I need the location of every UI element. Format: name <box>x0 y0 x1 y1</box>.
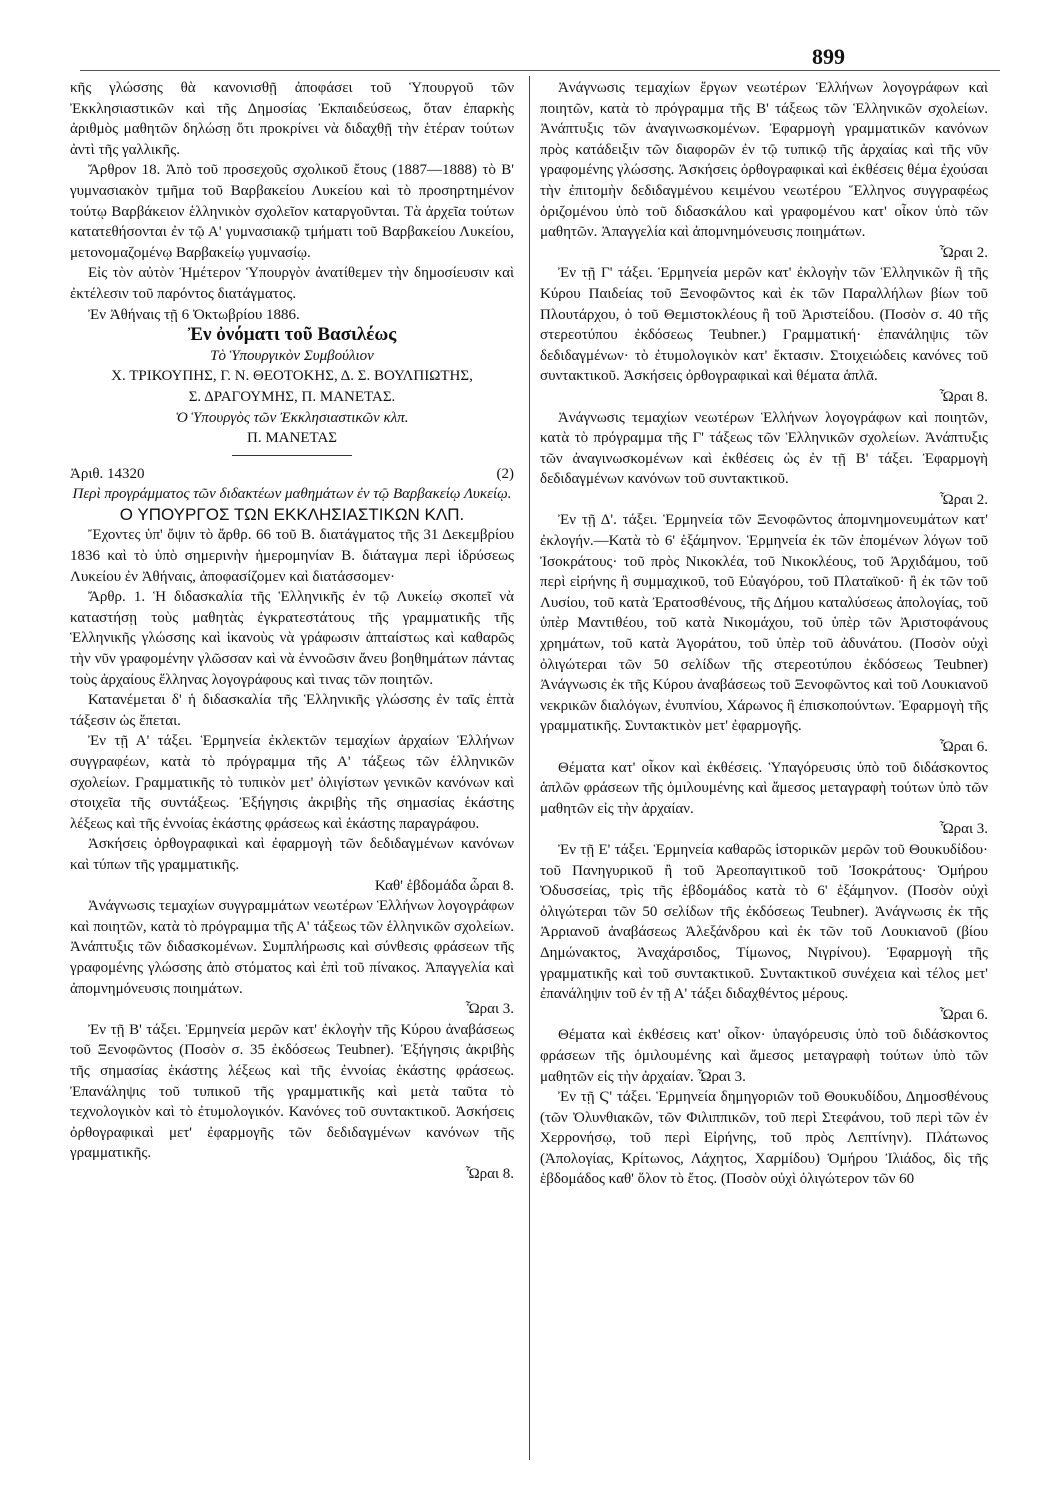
paragraph: Ἔχοντες ὑπ' ὄψιν τὸ ἄρθρ. 66 τοῦ Β. διατάγματος τῆς 31 Δεκεμβρίου 1836 καὶ τὸ ὑπὸ σημερινὴν ἡμερομηνίαν Β. διάταγμα περὶ ἱδρύσεως Λυκείου ἐν Ἀθήναις, ἀποφασίζομεν καὶ διατάσσομεν· <box>70 527 514 585</box>
date-line: Ἐν Ἀθήναις τῇ 6 Ὀκτωβρίου 1886. <box>88 306 300 323</box>
paragraph: κῆς γλώσσης θὰ κανονισθῇ ἀποφάσει τοῦ Ὑπουργοῦ τῶν Ἐκκλησιαστικῶν καὶ τῆς Δημοσίας Ἐκπαιδεύσεως, ὅταν ἐπαρκὴς ἀριθμὸς μαθητῶν δηλώσῃ ὅτι προκρίνει νὰ διδαχθῇ τὴν ἑτέραν τούτων ἀντὶ τῆς γαλλικῆς. <box>70 80 514 158</box>
article-1: Ἄρθρ. 1. Ἡ διδασκαλία τῆς Ἑλληνικῆς ἐν τῷ Λυκείῳ σκοπεῖ νὰ καταστήσῃ τοὺς μαθητὰς ἐγκρατεστάτους τῆς γραμματικῆς τῆς Ἑλληνικῆς γλώσσης καὶ ἱκανοὺς νὰ γράφωσιν ἀπταίστως καὶ καθαρῶς τὴν νῦν γραφομένην γλῶσσαν καὶ νὰ ἐννοῶσιν ἄνευ βοηθημάτων πάντας τοὺς ἀρχαίους ἕλληνας λογογράφους καὶ τινας τῶν ποιητῶν. <box>70 589 514 688</box>
reference-row <box>70 464 514 485</box>
separator-rule <box>232 455 352 456</box>
paragraph: Ἀνάγνωσις τεμαχίων νεωτέρων Ἑλλήνων λογογράφων καὶ ποιητῶν, κατὰ τὸ πρόγραμμα τῆς Γ' τάξεως τῶν Ἑλληνικῶν σχολείων. Ἀνάπτυξις τῶν ἀναγινωσκομένων καὶ ἐκθέσεις ὡς ἐν τῇ Β' τάξει. Ἐφαρμογὴ δεδιδαγμένων κανόνων τοῦ συντακτικοῦ. <box>540 409 988 488</box>
signers-line: Σ. ΔΡΑΓΟΥΜΗΣ, Π. ΜΑΝΕΤΑΣ. <box>188 388 396 405</box>
left-column <box>70 78 514 1184</box>
hours-label: Ὧραι 2. <box>939 491 988 508</box>
page-number: 899 <box>812 44 845 69</box>
hours-label: Ὧραι 2. <box>939 244 988 261</box>
decree-title: Ἐν ὀνόματι τοῦ Βασιλέως <box>187 324 397 346</box>
right-column <box>540 78 988 1190</box>
article-18: Ἄρθρον 18. Ἀπὸ τοῦ προσεχοῦς σχολικοῦ ἔτους (1887—1888) τὸ Β' γυμνασιακὸν τμῆμα τοῦ Βαρβακείου Λυκείου καὶ τὸ προσηρτημένον τούτῳ Βαρβάκειον ἑλληνικὸν σχολεῖον καταργοῦνται. Τὰ ἀρχεῖα τούτων κατατεθήσονται ἐν τῷ Α' γυμνασιακῷ τμήματι τοῦ Βαρβακείου Λυκείου, μετονομαζομένῳ Βαρβακείῳ γυμνασίῳ. <box>70 162 514 261</box>
hours-label: Ὧραι 3. <box>939 821 988 838</box>
hours-label: Ὧραι 3. <box>465 1001 514 1018</box>
paragraph: Ἀνάγνωσις τεμαχίων ἔργων νεωτέρων Ἑλλήνων λογογράφων καὶ ποιητῶν, κατὰ τὸ πρόγραμμα τῆς Β' τάξεως τῶν Ἑλληνικῶν σχολείων. Ἀνάπτυξις τῶν ἀναγινωσκομένων. Ἐφαρμογὴ γραμματικῶν κανόνων πρὸς κατάδειξιν τῶν διαφορῶν ἐν τῷ τυπικῷ τῆς ἀρχαίας καὶ τῆς νῦν γραφομένης γλώσσης. Ἀσκήσεις ὀρθογραφικαὶ καὶ ἐκθέσεις θέμα ἐχούσαι τὴν ἐπιτομὴν δεδιδαγμένου κειμένου νεωτέρου Ἕλληνος συγγραφέως ὁριζομένου ὑπὸ τοῦ διδασκάλου καὶ γραφομένου κατ' οἶκον ὑπὸ τῶν μαθητῶν. Ἀπαγγελία καὶ ἀπομνημόνευσις ποιημάτων. <box>540 80 988 241</box>
hours-label: Καθ' ἑβδομάδα ὧραι 8. <box>374 877 514 894</box>
reference-number: Ἀριθ. 14320 <box>70 465 145 482</box>
hours-label: Ὧραι 8. <box>465 1165 514 1182</box>
hours-label: Ὧραι 6. <box>939 739 988 755</box>
decree-subject: Περὶ προγράμματος τῶν διδακτέων μαθημάτων ἐν τῷ Βαρβακείῳ Λυκείῳ. <box>72 486 512 503</box>
reference-index: (2) <box>496 465 514 482</box>
class-f-section: Ἐν τῇ Ϛ' τάξει. Ἑρμηνεία δημηγοριῶν τοῦ Θουκυδίδου, Δημοσθένους (τῶν Ὀλυνθιακῶν, τῶν Φιλιππικῶν, τοῦ περὶ Στεφάνου, τοῦ περὶ τῶν ἐν Χερρονήσῳ, τοῦ περὶ Εἰρήνης, τοῦ πρὸς Λεπτίνην). Πλάτωνος (Ἀπολογίας, Κρίτωνος, Λάχητος, Χαρμίδου) Ὁμήρου Ἰλιάδος, δὶς τῆς ἑβδομάδος καθ' ὅλον τὸ ἔτος. (Ποσὸν οὐχὶ ὀλιγώτερον τῶν 60 <box>540 1089 988 1188</box>
hours-label: Ὧραι 6. <box>939 1006 988 1023</box>
hours-label: Ὧραι 8. <box>939 388 988 405</box>
paragraph: Ἀνάγνωσις τεμαχίων συγγραμμάτων νεωτέρων Ἑλλήνων λογογράφων καὶ ποιητῶν, κατὰ τὸ πρόγραμμα τῆς Α' τάξεως τῶν ἑλληνικῶν σχολείων. Ἀνάπτυξις τῶν διδασκομένων. Συμπλήρωσις καὶ σύνθεσις φράσεων τῆς γραφομένης γλώσσης ἀπὸ στόματος καὶ ἐπὶ τοῦ πίνακος. Ἀπαγγελία καὶ ἀπομνημόνευσις ποιημάτων. <box>70 898 514 997</box>
header-rule <box>80 70 1000 71</box>
class-c-section: Ἐν τῇ Γ' τάξει. Ἑρμηνεία μερῶν κατ' ἐκλογὴν τῶν Ἑλληνικῶν ἢ τῆς Κύρου Παιδείας τοῦ Ξενοφῶντος καὶ ἐκ τῶν Παραλλήλων βίων τοῦ Πλουτάρχου, ὁ τοῦ Θεμιστοκλέους ἢ τοῦ Ἀριστείδου. (Ποσὸν σ. 40 τῆς στερεοτύπου ἐκδόσεως Teubner.) Γραμματική· ἐπανάληψις τῶν δεδιδαγμένων· τὸ ἐτυμολογικὸν κατ' ἔκτασιν. Στοιχειώδεις κανόνες τοῦ συντακτικοῦ. Ἀσκήσεις ὀρθογραφικαὶ καὶ θέματα ἁπλᾶ. <box>540 265 988 385</box>
class-b-section: Ἐν τῇ Β' τάξει. Ἑρμηνεία μερῶν κατ' ἐκλογὴν τῆς Κύρου ἀναβάσεως τοῦ Ξενοφῶντος (Ποσὸν σ. 35 ἐκδόσεως Teubner). Ἐξήγησις ἀκριβὴς τῆς σημασίας ἑκάστης λέξεως καὶ τῆς ἐννοίας ἑκάστης φράσεως. Ἐπανάληψις τοῦ τυπικοῦ τῆς γραμματικῆς καὶ μετὰ ταῦτα τὸ τεχνολογικὸν καὶ τὸ ἐτυμολογικόν. Κανόνες τοῦ συντακτικοῦ. Ἀσκήσεις ὀρθογραφικαὶ μετ' ἐφαρμογῆς τῶν δεδιδαγμένων κανόνων τῆς γραμματικῆς. <box>70 1021 514 1162</box>
class-d-section: Ἐν τῇ Δ'. τάξει. Ἑρμηνεία τῶν Ξενοφῶντος ἀπομνημονευμάτων κατ' ἐκλογήν.—Κατὰ τὸ 6' ἑξάμηνον. Ἑρμηνεία ἐκ τῶν ἑπομένων λόγων τοῦ Ἰσοκράτους· τοῦ πρὸς Νικοκλέα, τοῦ Νικοκλέους, τοῦ Ἀρχιδάμου, τοῦ περὶ εἰρήνης ἢ συμμαχικοῦ, τοῦ Εὐαγόρου, τοῦ Πλαταϊκοῦ· ἢ ἐκ τῶν τοῦ Λυσίου, τοῦ κατὰ Ἐρατοσθένους, τῆς Δήμου καταλύσεως ἀπολογίας, τοῦ ὑπὲρ Μαντιθέου, τοῦ κατὰ Νικομάχου, τοῦ ὑπὲρ τῶν Ἀριστοφάνους χρημάτων, τοῦ κατὰ Ἀγοράτου, τοῦ ὑπὲρ τοῦ ἀδυνάτου. (Ποσὸν οὐχὶ ὀλιγώτεραι τῶν 50 σελίδων τῆς στερεοτύπου ἐκδόσεως Teubner) Ἀνάγνωσις ἐκ τῆς Κύρου ἀναβάσεως τοῦ Ξενοφῶντος καὶ τοῦ Λουκιανοῦ νεκρικῶν διαλόγων, ἐνυπνίου, Χάρωνος ἢ ἐπισκοπούντων. Ἐφαρμογὴ τῆς γραμματικῆς. Συντακτικὸν μετ' ἐφαρμογῆς. <box>540 512 988 735</box>
class-a-section: Ἐν τῇ Α' τάξει. Ἑρμηνεία ἐκλεκτῶν τεμαχίων ἀρχαίων Ἑλλήνων συγγραφέων, κατὰ τὸ πρόγραμμα τῆς Α' τάξεως τῶν ἑλληνικῶν σχολείων. Γραμματικῆς τὸ τυπικὸν μετ' ὀλιγίστων γενικῶν κανόνων καὶ στοιχεῖα τῆς συντάξεως. Ἐξήγησις ἀκριβὴς τῆς σημασίας ἑκάστης λέξεως καὶ τῆς ἐννοίας ἑκάστης φράσεως καὶ ἑκάστης παραγράφου. <box>70 733 514 832</box>
paragraph: Εἰς τὸν αὐτὸν Ἡμέτερον Ὑπουργὸν ἀνατίθεμεν τὴν δημοσίευσιν καὶ ἐκτέλεσιν τοῦ παρόντος διατάγματος. <box>70 265 514 302</box>
column-divider <box>529 76 530 1460</box>
paragraph: Θέματα καὶ ἐκθέσεις κατ' οἶκον· ὑπαγόρευσις ὑπὸ τοῦ διδάσκοντος φράσεων τῆς ὁμιλουμένης καὶ ἄμεσος μεταγραφὴ τούτων ὑπὸ τῶν μαθητῶν εἰς τὴν ἀρχαίαν. Ὧραι 3. <box>540 1027 988 1085</box>
paragraph: Κατανέμεται δ' ἡ διδασκαλία τῆς Ἑλληνικῆς γλώσσης ἐν ταῖς ἑπτὰ τάξεσιν ὡς ἕπεται. <box>70 692 514 729</box>
council-line: Τὸ Ὑπουργικὸν Συμβούλιον <box>210 347 374 364</box>
signers-line: Χ. ΤΡΙΚΟΥΠΗΣ, Γ. Ν. ΘΕΟΤΟΚΗΣ, Δ. Σ. ΒΟΥΛΠΙΩΤΗΣ, <box>111 368 473 385</box>
class-e-section: Ἐν τῇ Ε' τάξει. Ἑρμηνεία καθαρῶς ἱστορικῶν μερῶν τοῦ Θουκυδίδου· τοῦ Πανηγυρικοῦ ἢ τοῦ Ἀρεοπαγιτικοῦ τοῦ Ἰσοκράτους· Ὁμήρου Ὀδυσσείας, τρὶς τῆς ἑβδομάδος κατὰ τὸ 6' ἑξάμηνον. (Ποσὸν οὐχὶ ὀλιγώτεραι τῶν 50 σελίδων τῆς ἐκδόσεως Teubner). Ἀνάγνωσις ἐκ τῆς Ἀρριανοῦ ἀναβάσεως Ἀλεξάνδρου καὶ ἐκ τῶν τοῦ Λουκιανοῦ (βίου Δημώνακτος, Ἀναχάρσιδος, Τίμωνος, Νιγρίνου). Ἐφαρμογὴ τῆς γραμματικῆς καὶ τοῦ συντακτικοῦ. Συντακτικοῦ συνέχεια καὶ τέλος μετ' ἐπανάληψιν τοῦ ἐν τῇ Α' τάξει διδαχθέντος μέρους. <box>540 841 988 1003</box>
paragraph: Ἀσκήσεις ὀρθογραφικαὶ καὶ ἐφαρμογὴ τῶν δεδιδαγμένων κανόνων καὶ τύπων τῆς γραμματικῆς. <box>70 836 514 873</box>
paragraph: Θέματα κατ' οἶκον καὶ ἐκθέσεις. Ὑπαγόρευσις ὑπὸ τοῦ διδάσκοντος ἁπλῶν φράσεων τῆς ὁμιλουμένης καὶ ἄμεσος μεταγραφὴ τούτων ὑπὸ τῶν μαθητῶν εἰς τὴν ἀρχαίαν. <box>540 759 988 817</box>
minister-name: Π. ΜΑΝΕΤΑΣ <box>246 430 338 447</box>
section-heading: Ο ΥΠΟΥΡΓΟΣ ΤΩΝ ΕΚΚΛΗΣΙΑΣΤΙΚΩΝ ΚΛΠ. <box>119 504 465 524</box>
minister-title: Ὁ Ὑπουργὸς τῶν Ἐκκλησιαστικῶν κλπ. <box>175 409 409 426</box>
